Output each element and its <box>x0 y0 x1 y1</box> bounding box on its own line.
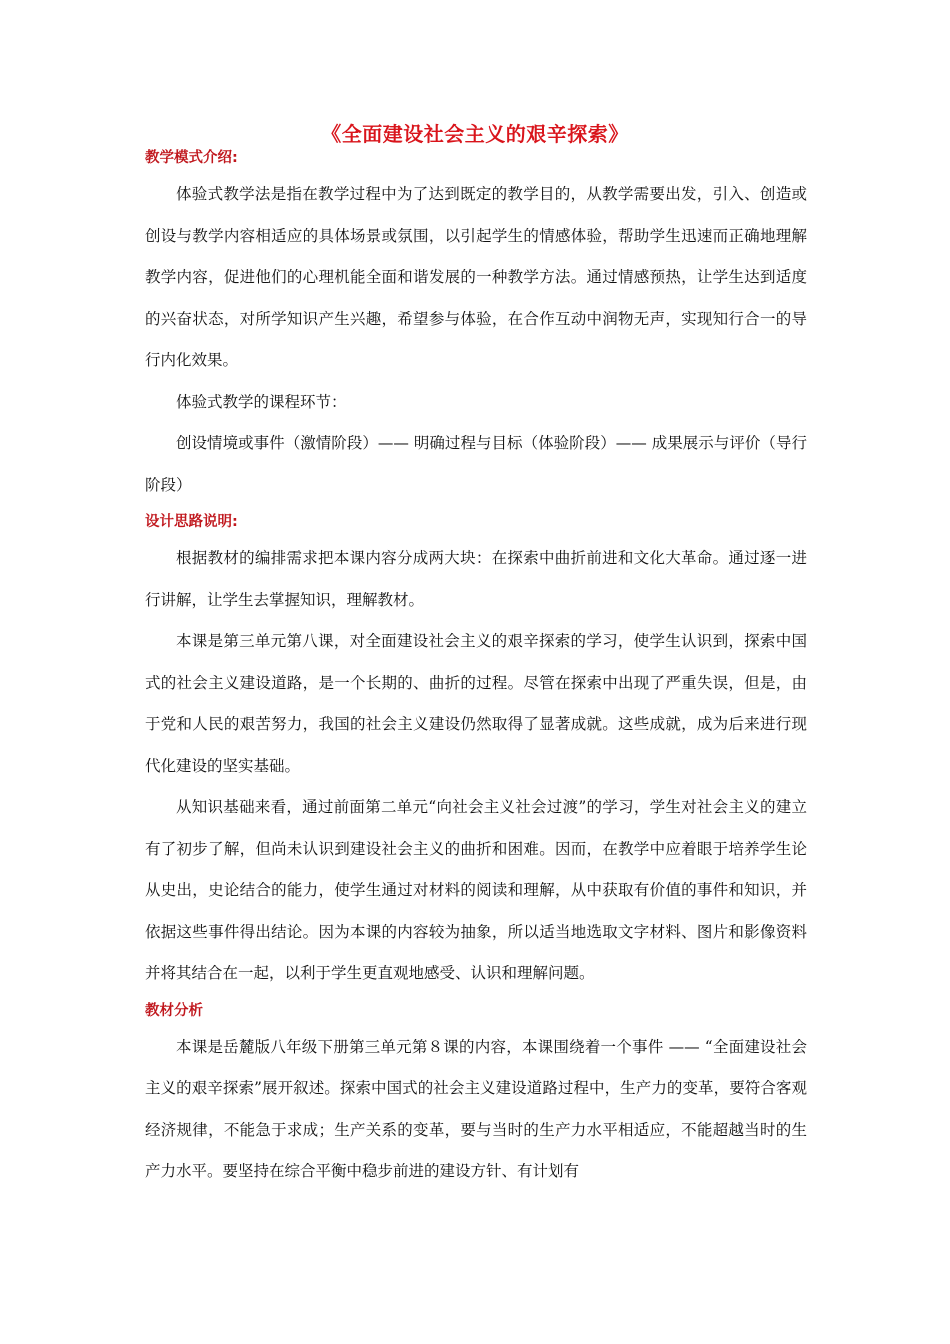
document-body <box>145 142 807 1193</box>
section-heading-teaching-mode: 教学模式介绍: <box>145 150 238 166</box>
paragraph: 体验式教学的课程环节： <box>176 392 347 411</box>
paragraph: 根据教材的编排需求把本课内容分成两大块：在探索中曲折前进和文化大革命。通过逐一进行讲解，让学生去掌握知识，理解教材。 <box>145 549 807 609</box>
section-heading-design-idea: 设计思路说明: <box>145 514 238 530</box>
paragraph: 从知识基础来看，通过前面第二单元“向社会主义社会过渡”的学习，学生对社会主义的建立有了初步了解，但尚未认识到建设社会主义的曲折和困难。因而，在教学中应着眼于培养学生论从史出，史论结合的能力，使学生通过对材料的阅读和理解，从中获取有价值的事件和知识，并依据这些事件得出结论。因为本课的内容较为抽象，所以适当地选取文字材料、图片和影像资料并将其结合在一起，以利于学生更直观地感受、认识和理解问题。 <box>145 798 807 982</box>
section-heading-textbook-analysis: 教材分析 <box>145 1002 203 1019</box>
paragraph: 本课是第三单元第八课，对全面建设社会主义的艰辛探索的学习，使学生认识到，探索中国式的社会主义建设道路，是一个长期的、曲折的过程。尽管在探索中出现了严重失误，但是，由于党和人民的艰苦努力，我国的社会主义建设仍然取得了显著成就。这些成就，成为后来进行现代化建设的坚实基础。 <box>145 632 807 775</box>
paragraph: 创设情境或事件（激情阶段）—— 明确过程与目标（体验阶段）—— 成果展示与评价（导行阶段） <box>145 434 807 494</box>
paragraph: 体验式教学法是指在教学过程中为了达到既定的教学目的，从教学需要出发，引入、创造或创设与教学内容相适应的具体场景或氛围，以引起学生的情感体验，帮助学生迅速而正确地理解教学内容，促进他们的心理机能全面和谐发展的一种教学方法。通过情感预热，让学生达到适度的兴奋状态，对所学知识产生兴趣，希望参与体验，在合作互动中润物无声，实现知行合一的导行内化效果。 <box>145 185 807 369</box>
paragraph: 本课是岳麓版八年级下册第三单元第８课的内容，本课围绕着一个事件 —— “全面建设社会主义的艰辛探索”展开叙述。探索中国式的社会主义建设道路过程中，生产力的变革，要符合客观经济规律，不能急于求成；生产关系的变革，要与当时的生产力水平相适应，不能超越当时的生产力水平。要坚持在综合平衡中稳步前进的建设方针、有计划有 <box>145 1037 807 1180</box>
document-title: 《全面建设社会主义的艰辛探索》 <box>321 122 629 146</box>
